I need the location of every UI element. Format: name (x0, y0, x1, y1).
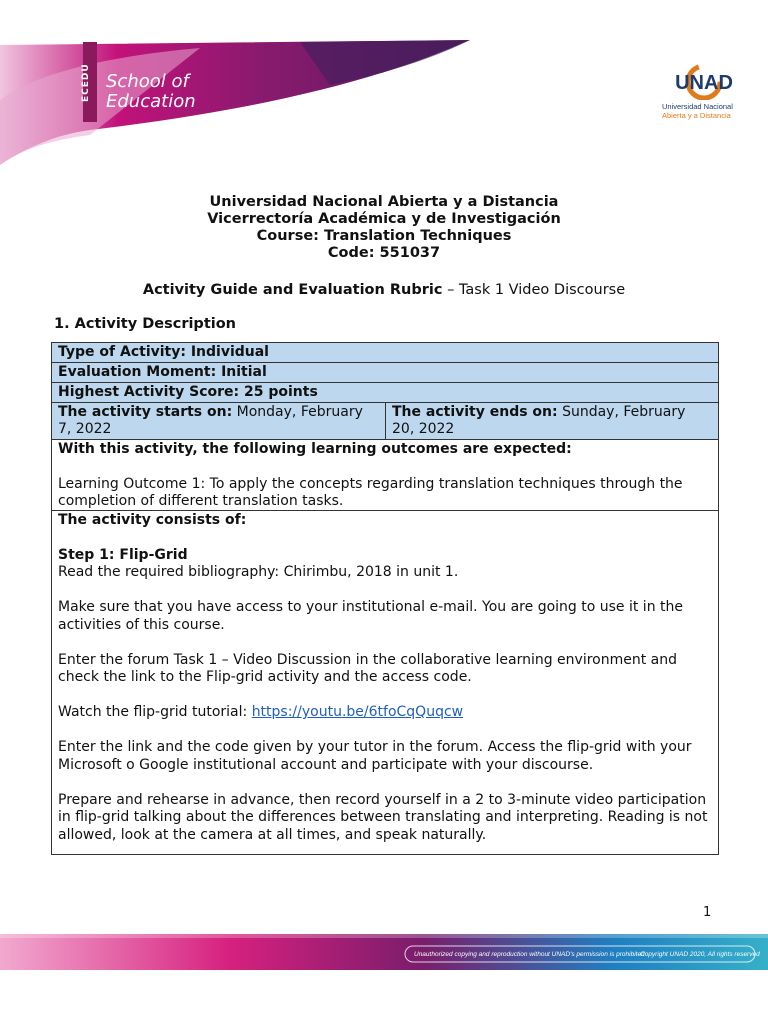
title-course: Course: Translation Techniques (256, 228, 512, 244)
school-line2: Education (106, 91, 196, 112)
start-value: Monday, February 7, 2022 (58, 404, 363, 437)
section-title: 1. Activity Description (54, 316, 237, 332)
logo-text (662, 102, 733, 120)
step1-heading: Step 1: Flip-Grid (58, 546, 188, 563)
unad-logo-mark (664, 58, 744, 100)
title-code: Code: 551037 (327, 245, 441, 261)
paragraph-forum: Enter the forum Task 1 – Video Discussion in the collaborative learning environment and check the link to the Flip-grid activity and the access code. (58, 651, 678, 685)
document-titles (0, 194, 768, 262)
page-number: 1 (703, 905, 712, 920)
guide-title-bold: Activity Guide and Evaluation Rubric (142, 282, 443, 298)
activity-table (51, 342, 719, 855)
school-name (106, 72, 196, 112)
guide-title (0, 282, 768, 298)
row-dates (52, 403, 718, 440)
paragraph-email: Make sure that you have access to your institutional e-mail. You are going to use it in the activities of this course. (58, 599, 683, 633)
end-label: The activity ends on: (392, 404, 558, 420)
paragraph-access: Enter the link and the code given by your tutor in the forum. Access the flip-grid with your Microsoft o Google institutional account and participate with your discourse. (58, 739, 692, 773)
start-label: The activity starts on: (58, 404, 233, 420)
learning-outcome-1: Learning Outcome 1: To apply the concepts regarding translation techniques through the completion of different translation tasks. (58, 475, 683, 509)
tutorial-link[interactable]: https://youtu.be/6tfoCqQuqcw (251, 704, 464, 720)
footer-copyright-note: Copyright UNAD 2020, All rights reserved (640, 951, 760, 958)
row-type: Type of Activity: Individual (52, 343, 718, 363)
row-moment: Evaluation Moment: Initial (52, 363, 718, 383)
title-vicerrectoria: Vicerrectoría Académica y de Investigación (207, 211, 561, 227)
title-university: Universidad Nacional Abierta y a Distancia (209, 194, 559, 210)
paragraph-tutorial (58, 704, 712, 722)
ecedu-tab (83, 42, 97, 122)
activity-consists-cell (52, 511, 718, 855)
start-date-cell (52, 403, 385, 439)
consists-heading: The activity consists of: (58, 511, 247, 528)
logo-line1: Universidad Nacional (662, 102, 733, 111)
logo-line2: Abierta y a Distancia (662, 111, 731, 120)
logo-name: UNAD (675, 72, 733, 94)
guide-title-rest: – Task 1 Video Discourse (442, 282, 626, 298)
paragraph-bibliography: Read the required bibliography: Chirimbu, 2018 in unit 1. (58, 564, 459, 580)
end-value: Sunday, February 20, 2022 (392, 404, 686, 437)
tutorial-prefix: Watch the flip-grid tutorial: (58, 704, 252, 720)
row-score: Highest Activity Score: 25 points (52, 383, 718, 403)
learning-outcomes-cell (52, 440, 718, 511)
footer-copying-note: Unauthorized copying and reproduction without UNAD's permission is prohibited (414, 951, 645, 958)
end-date-cell (385, 403, 718, 439)
outcomes-heading: With this activity, the following learning outcomes are expected: (58, 441, 572, 457)
ecedu-label: ECEDU (81, 63, 91, 102)
paragraph-record: Prepare and rehearse in advance, then record yourself in a 2 to 3-minute video participation in flip-grid talking about the differences between translating and interpreting. Reading is not allowed, look at the camera at all times, and speak naturally. (58, 791, 708, 843)
school-line1: School of (106, 71, 189, 92)
